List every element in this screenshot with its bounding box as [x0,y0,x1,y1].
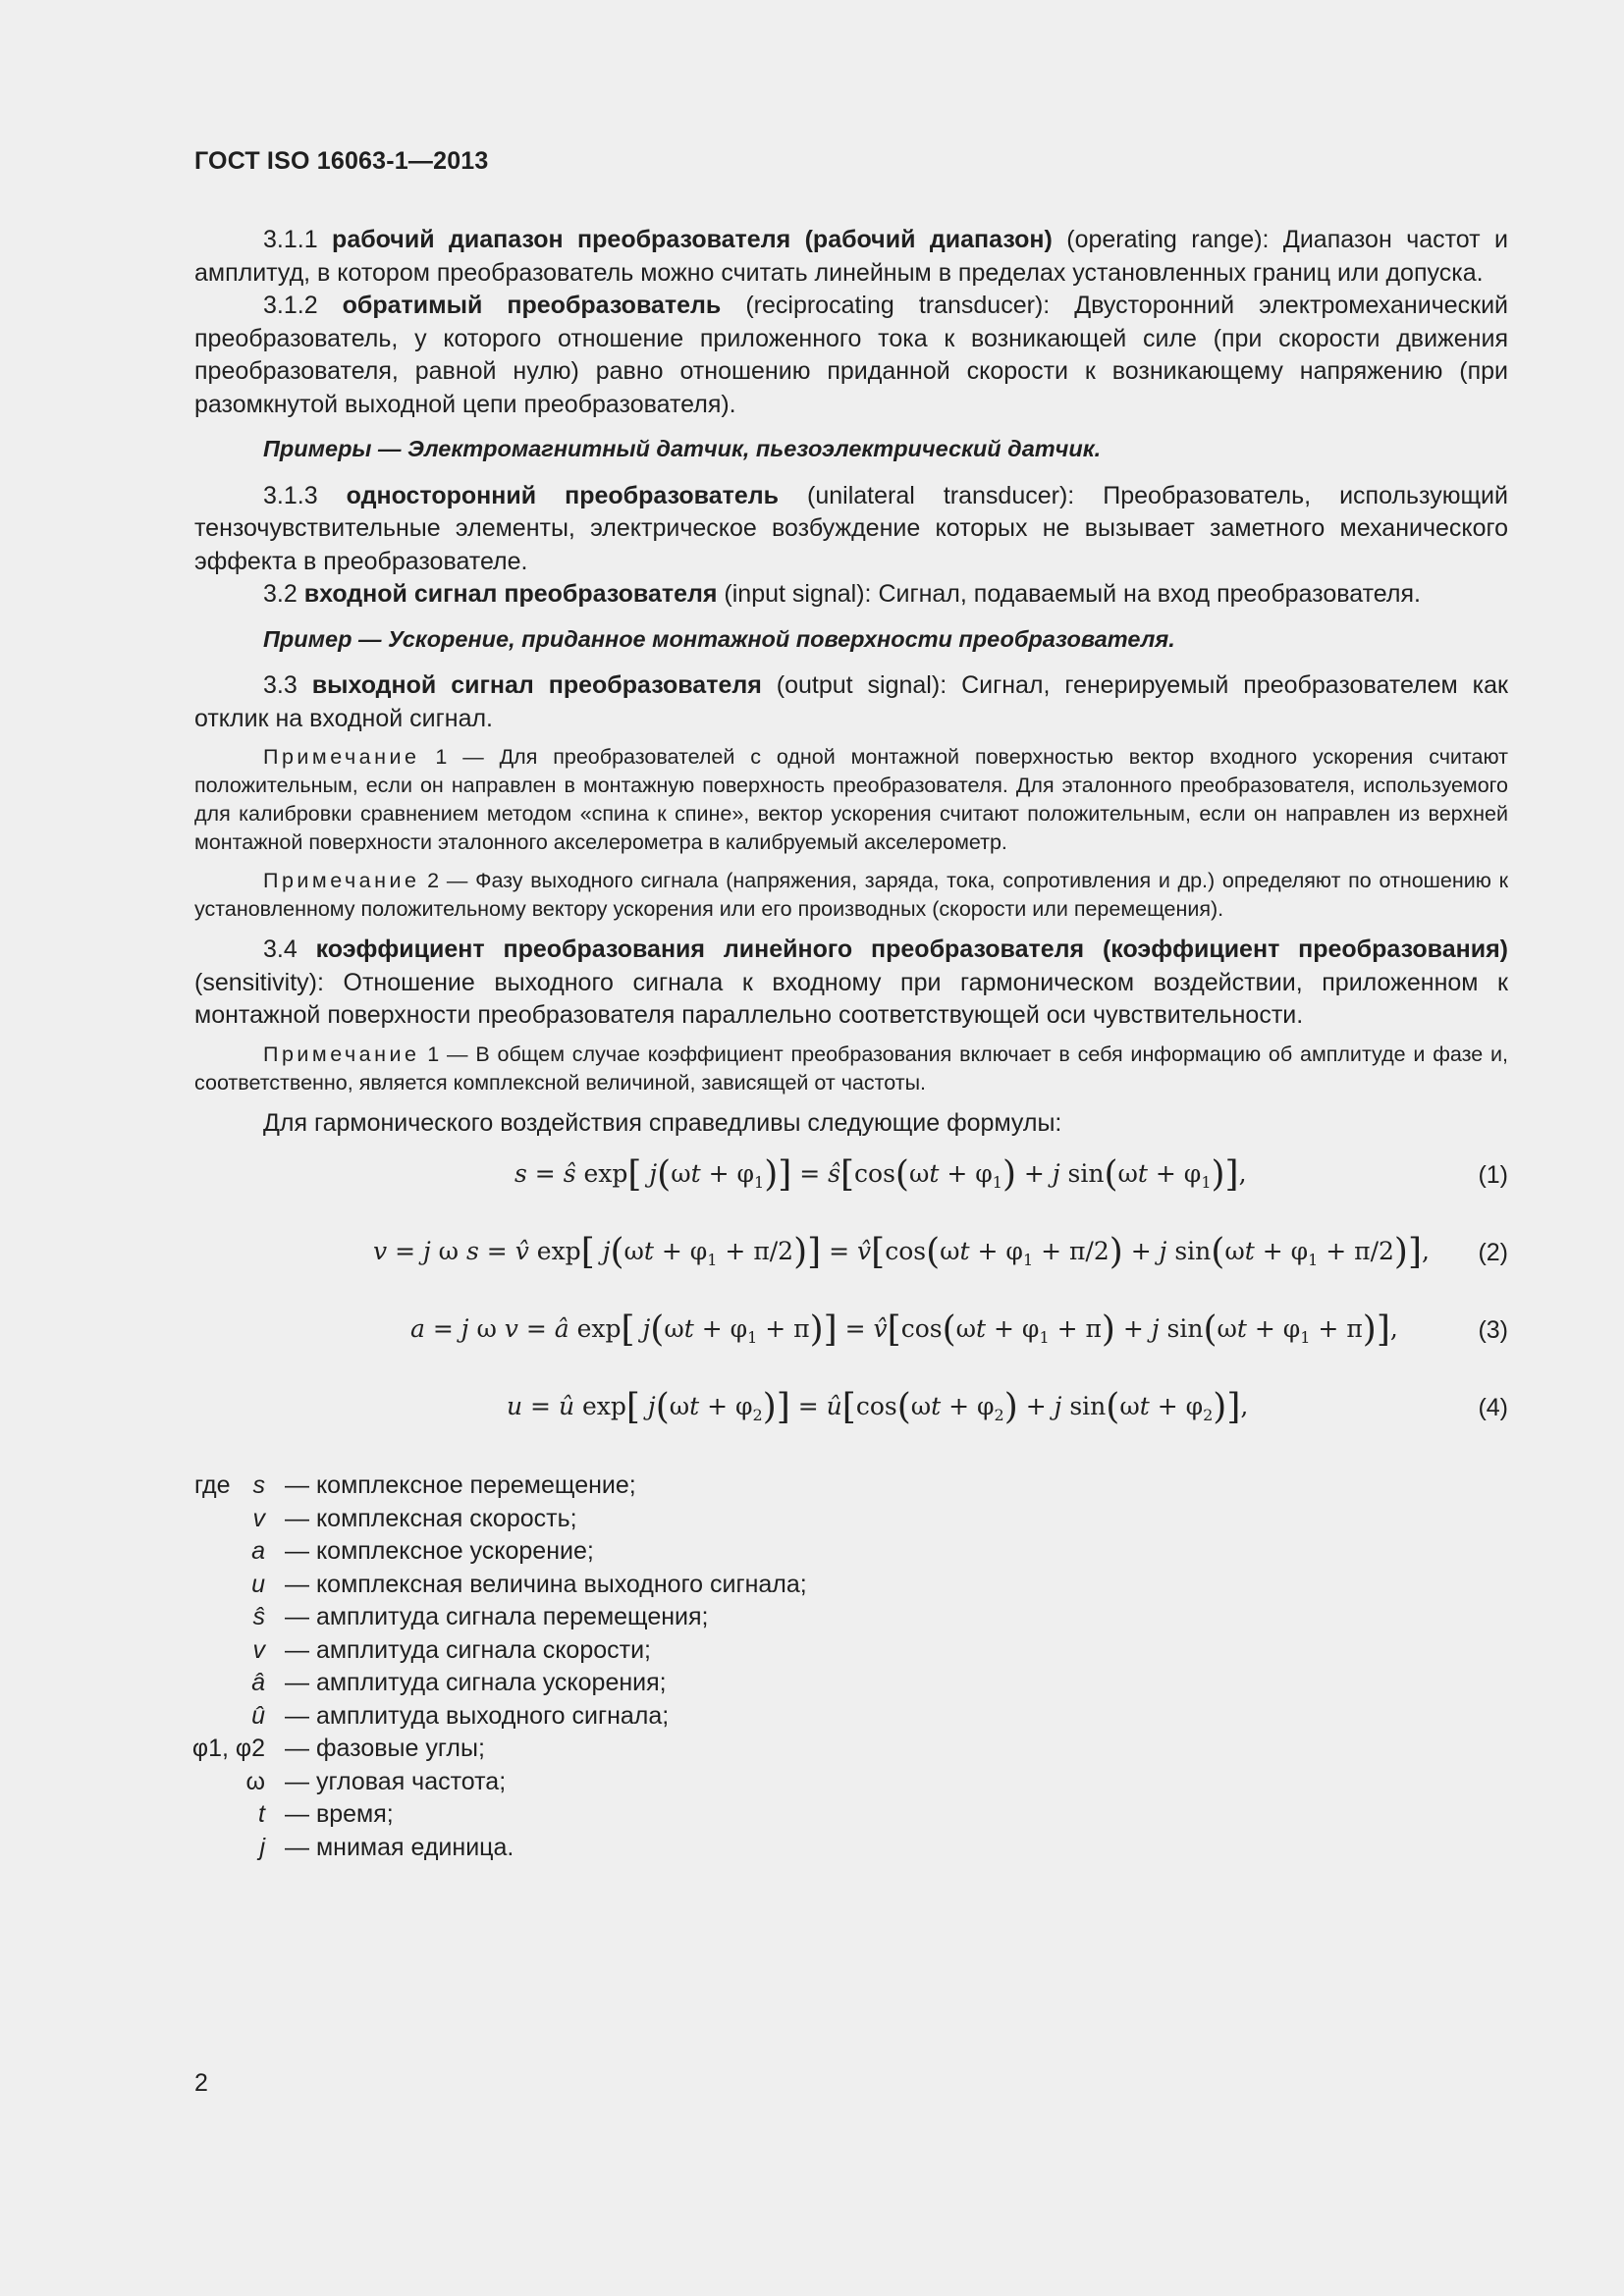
definition-symbol: j [259,1833,265,1861]
clause-text: (output signal): Сигнал, генерируемый преобразователем как отклик на входной сигнал. [194,671,1508,732]
definition-text: — амплитуда сигнала перемещения; [285,1603,709,1630]
clause-term: обратимый преобразователь [342,292,722,319]
definition-symbol: a [251,1537,265,1565]
clause-number: 3.2 [263,580,298,608]
clause-number: 3.3 [263,671,298,699]
note-label: Примечание [263,869,420,892]
definition-symbol: ω [245,1767,265,1795]
definition-text: — амплитуда сигнала скорости; [285,1635,651,1664]
note-2 [194,867,1508,924]
clause-text: (input signal): Сигнал, подаваемый на вход преобразователя. [717,580,1421,608]
definition-symbol: φ1, φ2 [191,1735,265,1762]
note-label: Примечание [263,1041,420,1066]
definitions-list [191,1469,1508,1864]
definition-text: — комплексная скорость; [285,1504,577,1532]
formula-2 [194,1227,1508,1305]
note-text: 1 — В общем случае коэффициент преобразования включает в себя информацию об амплитуде и фазе и, соответственно, является комплексной величиной, зависящей от частоты. [194,1041,1508,1095]
formula-number: (2) [1478,1239,1508,1266]
clause-number: 3.1.2 [263,292,318,319]
definition-row [194,1766,1508,1799]
note-text: 1 — Для преобразователей с одной монтажной поверхностью вектор входного ускорения считают положительным, если он направлен в монтажную поверхность преобразователя. Для эталонного преобразователя, используемого для калибровки сравнением методом «спина к спине», вектор ускорения считают положительным, если он направлен из верхней монтажной поверхности эталонного акселерометра в калибруемый акселерометр. [194,745,1508,854]
definition-text: — комплексное перемещение; [285,1471,636,1499]
definition-row [194,1634,1508,1668]
clause-term: односторонний преобразователь [346,481,779,509]
document-body [191,224,1509,1864]
definition-row [194,1700,1508,1734]
page-number: 2 [194,2069,208,2097]
formula-number: (1) [1478,1161,1508,1189]
definition-symbol: â [251,1669,265,1696]
definition-row [194,1601,1508,1634]
clause-number: 3.1.1 [263,226,318,253]
definition-row [194,1503,1508,1536]
definition-text: — амплитуда выходного сигнала; [285,1701,670,1730]
definition-text: — фазовые углы; [285,1735,485,1762]
definition-symbol: t [258,1800,265,1828]
note-3 [194,1041,1508,1097]
clause-term: коэффициент преобразования линейного преобразователя (коэффициент преобразования) [315,935,1509,963]
clause-3-4 [194,934,1508,1033]
definition-row [194,1798,1508,1832]
definition-text: — амплитуда сигнала ускорения; [285,1669,667,1696]
clause-term: входной сигнал преобразователя [303,580,718,608]
definition-text: — комплексное ускорение; [285,1537,594,1565]
definition-symbol: s [252,1471,265,1499]
clause-term: рабочий диапазон преобразователя (рабочий диапазон) [332,226,1053,253]
definition-symbol: v [252,1635,265,1664]
formula-3 [194,1305,1508,1382]
clause-3-1-1 [194,224,1508,290]
definition-symbol: ŝ [252,1603,265,1630]
definition-row [194,1469,1508,1503]
note-1 [194,743,1508,857]
example-2: Пример — Ускорение, приданное монтажной поверхности преобразователя. [263,625,1175,652]
formula-1 [194,1149,1508,1227]
note-label: Примечание [263,745,420,769]
formula-block [194,1149,1508,1460]
definition-row [194,1569,1508,1602]
definition-text: — мнимая единица. [285,1833,514,1861]
clause-text: (unilateral transducer): Преобразователь, использующий тензочувствительные элементы, электрическое возбуждение которых не вызывает заметного механического эффекта в преобразователе. [194,481,1508,575]
clause-number: 3.4 [263,935,298,963]
formula-expression: u = û exp[ $j(\omega t + \varphi_2)$] = û[cos(ωt + $\varphi_2) + j$ $\sin(\omega t + \varphi_2)$], [507,1387,1249,1427]
definition-row [194,1667,1508,1700]
definition-symbol: û [251,1701,265,1730]
definition-text: — комплексная величина выходного сигнала; [285,1570,807,1598]
definition-text: — время; [285,1800,394,1828]
definition-symbol: u [251,1570,265,1598]
clause-text: (reciprocating transducer): Двусторонний электромеханический преобразователь, у которого отношение приложенного тока к возникающей силе (при скорости движения преобразователя, равной нулю) равно отношению приданной скорости к возникающему напряжению (при разомкнутой выходной цепи преобразователя). [194,292,1508,418]
where-label: где [194,1471,231,1499]
clause-3-1-3 [194,480,1508,579]
clause-number: 3.1.3 [263,481,318,509]
definition-row [191,1733,1508,1766]
definition-symbol: v [252,1504,265,1532]
formula-number: (3) [1478,1316,1508,1344]
clause-3-1-2 [194,290,1508,421]
definition-row [194,1535,1508,1569]
formula-expression: a = j ω v = â exp[ $j(\omega t + \varphi_1 + \pi)$] = v̂[cos(ωt + $\varphi_1 + \pi) + j$ $\sin(\omega t + \varphi_1 + \pi)$], [410,1309,1398,1350]
formula-4 [194,1382,1508,1460]
note-text: 2 — Фазу выходного сигнала (напряжения, заряда, тока, сопротивления и др.) определяют по отношению к установленному положительному вектору ускорения или его производных (скорости или перемещения). [194,869,1508,921]
formula-intro: Для гармонического воздействия справедливы следующие формулы: [263,1108,1062,1137]
clause-3-2 [194,578,1508,612]
clause-3-3 [194,669,1508,735]
definition-row [194,1832,1508,1865]
clause-text: (operating range): Диапазон частот и амплитуд, в котором преобразователь можно считать линейным в пределах установленных границ или допуска. [194,226,1508,287]
definition-text: — угловая частота; [285,1767,507,1795]
document-header: ГОСТ ISO 16063-1—2013 [194,147,489,175]
formula-expression: v = j ω s = v̂ exp[ $j(\omega t + \varphi_1 + \pi/2)$] = v̂[cos(ωt + $\varphi_1 + \pi/2) + j$ $\sin(\omega t + \varphi_1 + \pi/2)$], [373,1232,1430,1272]
example-1: Примеры — Электромагнитный датчик, пьезоэлектрический датчик. [263,436,1102,461]
formula-number: (4) [1478,1394,1508,1421]
formula-expression: s = ŝ exp[ $j(\omega t + \varphi_1)$] = ŝ[cos(ωt + $\varphi_1) + j$ $\sin(\omega t + \varphi_1)$], [514,1154,1247,1195]
clause-text: (sensitivity): Отношение выходного сигнала к входному при гармоническом воздействии, приложенном к монтажной поверхности преобразователя параллельно соответствующей оси чувствительности. [194,968,1508,1029]
clause-term: выходной сигнал преобразователя [311,671,762,699]
